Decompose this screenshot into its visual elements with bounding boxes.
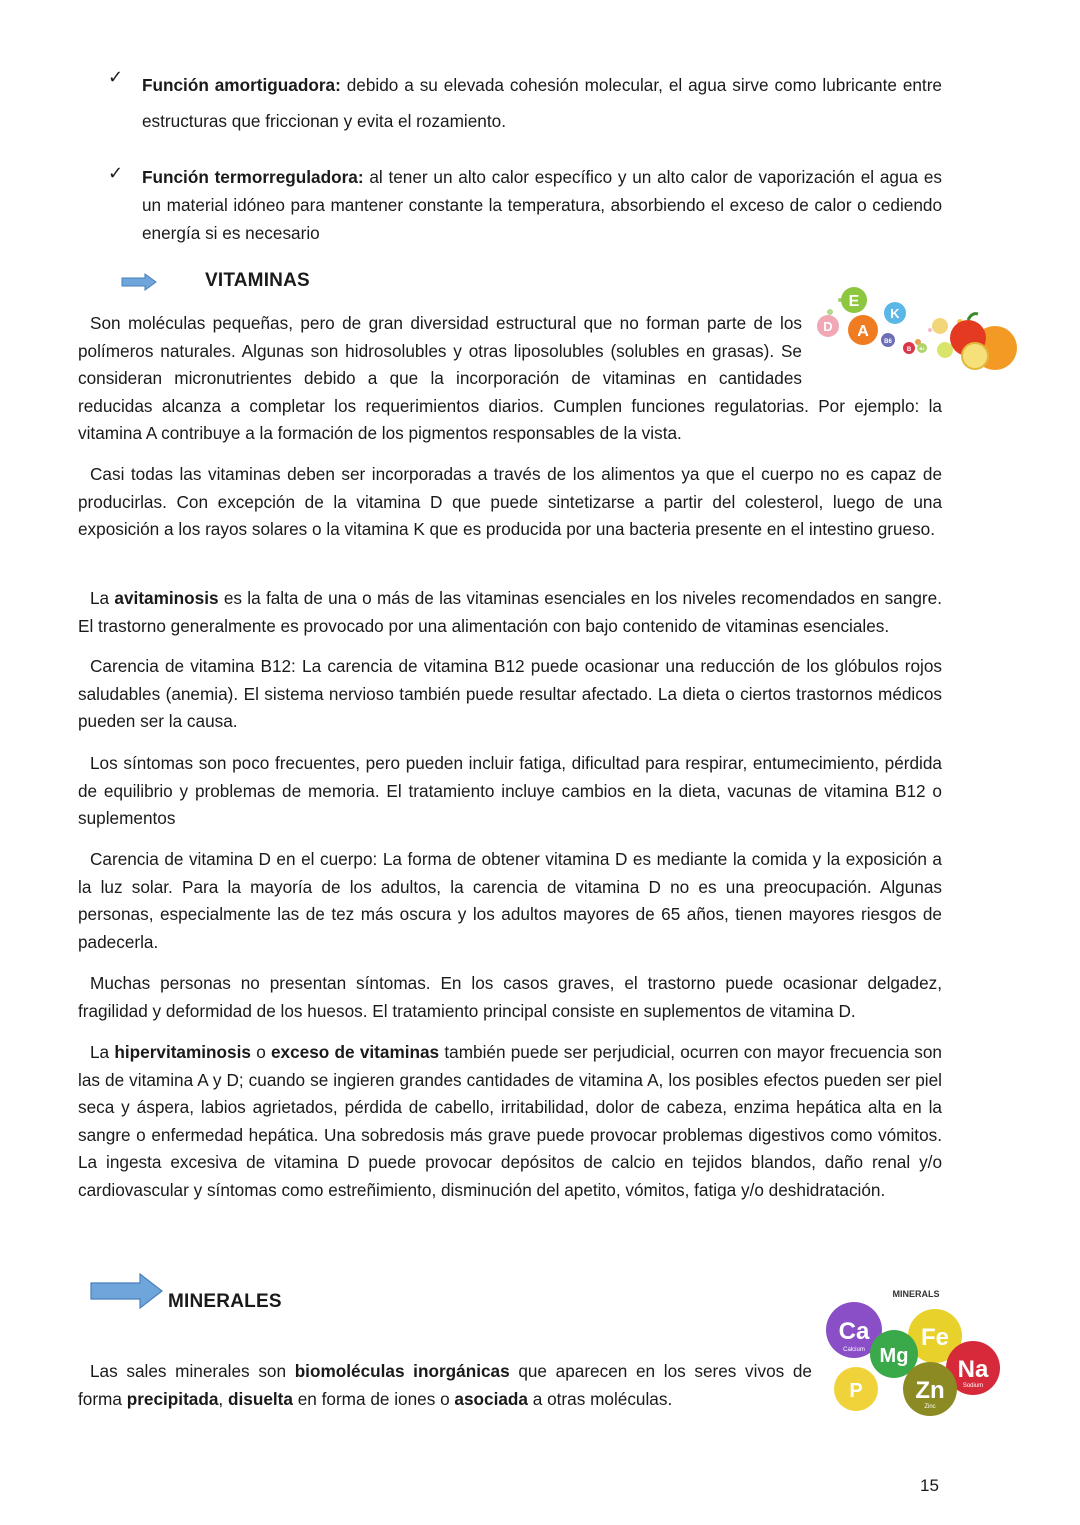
arrow-right-icon bbox=[90, 1273, 164, 1309]
svg-text:Mg: Mg bbox=[879, 1345, 909, 1367]
checkmark-icon: ✓ bbox=[108, 67, 124, 88]
svg-text:E: E bbox=[848, 293, 860, 310]
checkmark-icon: ✓ bbox=[108, 163, 124, 184]
svg-text:Na: Na bbox=[957, 1356, 989, 1383]
svg-text:D: D bbox=[823, 319, 833, 334]
bullet-funcion-termorreguladora bbox=[108, 163, 942, 247]
paragraph-hipervitaminosis: La hipervitaminosis o exceso de vitaminas también puede ser perjudicial, ocurren con mayor frecuencia son las de vitamina A y D; cuando se ingieren grandes cantidades de vitamina A, los posibles efectos pueden ser piel seca y áspera, labios agrietados, pérdida de cabello, irritabilidad, dolor de cabeza, enzima hepática alta en la sangre o enfermedad hepática. Una sobredosis más grave puede provocar problemas digestivos como vómitos. La ingesta excesiva de vitamina D puede provocar depósitos de calcio en tejidos blandos, daño renal y/o cardiovascular y síntomas como estreñimiento, disminución del apetito, vómitos, fatiga y/o deshidratación. bbox=[78, 1042, 942, 1200]
paragraph-vitaminas-intro: Son moléculas pequeñas, pero de gran diversidad estructural que no forman parte de los polímeros naturales. Algunas son hidrosolubles y otras liposolubles (solubles en grasas). Se consideran micronutrientes debido a que la incorporación de vitaminas en cantidades reducidas alcanza a completar los requerimientos diarios. Cumplen funciones regulatorias. Por ejemplo: la vitamina A contribuye a la formación de los pigmentos responsables de la vista. bbox=[78, 310, 942, 448]
svg-text:Calcium: Calcium bbox=[843, 1347, 865, 1353]
svg-text:Zinc: Zinc bbox=[924, 1404, 936, 1410]
svg-text:Ca: Ca bbox=[838, 1318, 870, 1345]
svg-text:Zn: Zn bbox=[915, 1377, 945, 1404]
paragraph-vitaminas-incorporacion: Casi todas las vitaminas deben ser incorporadas a través de los alimentos ya que el cuerpo no es capaz de producirlas. Con excepción de la vitamina D que puede sintetizarse a partir del colesterol, luego de una exposición a los rayos solares o la vitamina K que es producida por una bacteria presente en el intestino grueso. bbox=[78, 464, 942, 540]
svg-text:MINERALS: MINERALS bbox=[892, 1289, 940, 1299]
paragraph-minerales-intro: Las sales minerales son biomoléculas inorgánicas que aparecen en los seres vivos de forma precipitada, disuelta en forma de iones o asociada a otras moléculas. bbox=[78, 1361, 812, 1409]
svg-text:B: B bbox=[906, 347, 912, 353]
section-heading-vitaminas: VITAMINAS bbox=[205, 270, 310, 291]
svg-text:P: P bbox=[849, 1380, 863, 1402]
paragraph-carencia-d: Carencia de vitamina D en el cuerpo: La forma de obtener vitamina D es mediante la comida y la exposición a la luz solar. Para la mayoría de los adultos, la carencia de vitamina D no es una preocupación. Algunas personas, especialmente las de tez más oscura y los adultos mayores de 65 años, tienen mayores riesgos de padecerla. bbox=[78, 849, 942, 952]
svg-text:B6: B6 bbox=[884, 339, 892, 345]
bullet-text: Función termorreguladora: al tener un alto calor específico y un alto calor de vaporización el agua es un material idóneo para mantener constante la temperatura, absorbiendo el exceso de calor o cediendo energía si es necesario bbox=[142, 167, 942, 243]
minerals-illustration bbox=[820, 1284, 1010, 1424]
paragraph-avitaminosis: La avitaminosis es la falta de una o más de las vitaminas esenciales en los niveles recomendados en sangre. El trastorno generalmente es provocado por una alimentación con bajo contenido de vitaminas esenciales. bbox=[78, 588, 942, 636]
svg-text:B1: B1 bbox=[919, 346, 925, 351]
svg-text:Sodium: Sodium bbox=[962, 1383, 984, 1389]
arrow-right-icon bbox=[121, 273, 157, 291]
svg-text:A: A bbox=[857, 323, 869, 340]
bullet-funcion-amortiguadora bbox=[108, 67, 942, 139]
svg-text:Fe: Fe bbox=[920, 1324, 950, 1351]
svg-text:K: K bbox=[890, 306, 900, 321]
image-wrap-spacer bbox=[802, 310, 942, 392]
section-heading-minerales: MINERALES bbox=[168, 1291, 282, 1312]
paragraph-sintomas-d: Muchas personas no presentan síntomas. En los casos graves, el trastorno puede ocasionar delgadez, fragilidad y deformidad de los huesos. El tratamiento principal consiste en suplementos de vitamina D. bbox=[78, 973, 942, 1021]
paragraph-carencia-b12: Carencia de vitamina B12: La carencia de vitamina B12 puede ocasionar una reducción de los glóbulos rojos saludables (anemia). El sistema nervioso también puede resultar afectado. La dieta o ciertos trastornos médicos pueden ser la causa. bbox=[78, 656, 942, 732]
page-number: 15 bbox=[920, 1476, 939, 1495]
paragraph-sintomas-b12: Los síntomas son poco frecuentes, pero pueden incluir fatiga, dificultad para respirar, entumecimiento, pérdida de equilibrio y problemas de memoria. El tratamiento incluye cambios en la dieta, vacunas de vitamina B12 o suplementos bbox=[78, 753, 942, 829]
bullet-text: Función amortiguadora: debido a su elevada cohesión molecular, el agua sirve como lubricante entre estructuras que friccionan y evita el rozamiento. bbox=[142, 75, 942, 131]
